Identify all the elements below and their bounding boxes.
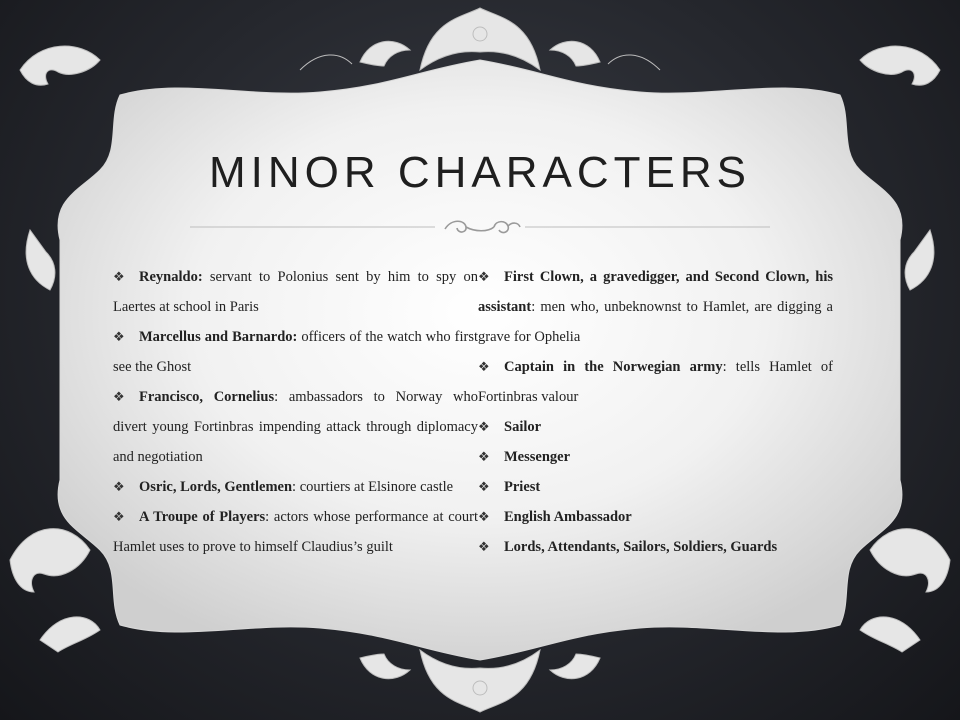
diamond-bullet-icon: ❖	[478, 479, 490, 494]
character-desc: : men who, unbeknownst to Hamlet, are digging a grave for Ophelia	[478, 299, 833, 345]
left-column	[113, 262, 478, 562]
list-item-osric	[113, 472, 478, 502]
list-item-lords	[478, 532, 833, 562]
list-item-priest	[478, 472, 833, 502]
character-desc: : ambassadors to Norway who divert young Fortinbras impending attack through diplomacy and negotiation	[113, 389, 478, 465]
list-item-sailor	[478, 412, 833, 442]
list-item-francisco	[113, 382, 478, 472]
diamond-bullet-icon: ❖	[478, 449, 490, 464]
character-name: Lords, Attendants, Sailors, Soldiers, Guards	[504, 539, 778, 555]
list-item-messenger	[478, 442, 833, 472]
character-name: English Ambassador	[504, 509, 632, 525]
list-item-captain	[478, 352, 833, 412]
list-item-reynaldo	[113, 262, 478, 322]
right-column	[478, 262, 833, 562]
list-item-marcellus	[113, 322, 478, 382]
diamond-bullet-icon: ❖	[478, 509, 490, 524]
character-name: Messenger	[504, 449, 571, 465]
character-desc: : tells Hamlet of Fortinbras valour	[478, 359, 833, 405]
diamond-bullet-icon: ❖	[113, 509, 125, 524]
title-divider	[190, 216, 770, 238]
character-name: Osric, Lords, Gentlemen	[139, 479, 293, 495]
diamond-bullet-icon: ❖	[478, 419, 490, 434]
diamond-bullet-icon: ❖	[113, 479, 125, 494]
character-name: A Troupe of Players	[139, 509, 266, 525]
diamond-bullet-icon: ❖	[478, 269, 490, 284]
character-name: Captain in the Norwegian army	[504, 359, 723, 375]
list-item-clowns	[478, 262, 833, 352]
diamond-bullet-icon: ❖	[113, 269, 125, 284]
character-name: Francisco, Cornelius	[139, 389, 275, 405]
list-item-players	[113, 502, 478, 562]
character-name: First Clown, a gravedigger, and Second Clown, his assistant	[478, 269, 833, 315]
character-name: Sailor	[504, 419, 542, 435]
character-desc: officers of the watch who first see the Ghost	[113, 329, 478, 375]
character-name: Marcellus and Barnardo:	[139, 329, 298, 345]
character-desc: servant to Polonius sent by him to spy on Laertes at school in Paris	[113, 269, 478, 315]
corner-flourish-bottom-right	[860, 529, 950, 652]
scroll-flourish-icon	[445, 221, 520, 232]
diamond-bullet-icon: ❖	[478, 539, 490, 554]
list-item-ambassador	[478, 502, 833, 532]
slide-title: MINOR CHARACTERS	[208, 148, 752, 197]
diamond-bullet-icon: ❖	[113, 389, 125, 404]
diamond-bullet-icon: ❖	[478, 359, 490, 374]
character-desc: : actors whose performance at court Hamlet uses to prove to himself Claudius’s guilt	[113, 509, 478, 555]
character-desc: : courtiers at Elsinore castle	[292, 479, 454, 495]
diamond-bullet-icon: ❖	[113, 329, 125, 344]
character-name: Reynaldo:	[139, 269, 203, 285]
character-name: Priest	[504, 479, 541, 495]
corner-flourish-bottom-left	[10, 529, 100, 652]
